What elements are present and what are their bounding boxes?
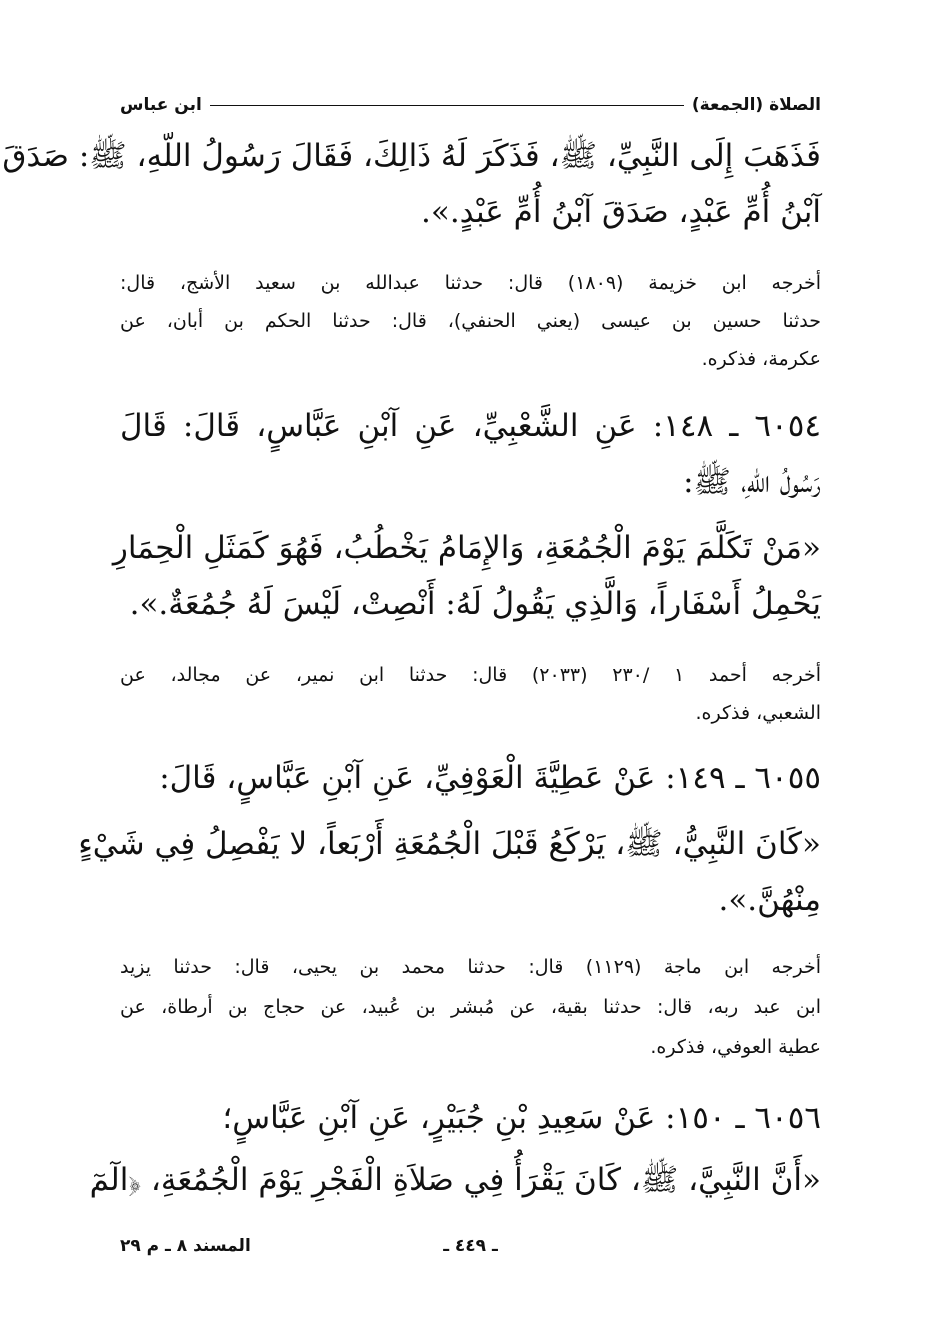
hadith-text-line: آبْنُ أُمِّ عَبْدٍ، صَدَقَ آبْنُ أُمِّ عَبْدٍ.».: [421, 194, 821, 230]
running-header: [120, 88, 821, 122]
hadith-heading-line: ٦٠٥٥ ـ ١٤٩: عَنْ عَطِيَّةَ الْعَوْفِيِّ، عَنِ آبْنِ عَبَّاسٍ، قَالَ:: [159, 760, 821, 796]
hadith-heading-line: رَسُولُ اللّهِ، ﷺ:: [683, 464, 821, 500]
volume-signature: المسند ٨ ـ م ٢٩: [120, 1236, 251, 1256]
hadith-text-line: «أَنَّ النَّبِيَّ، ﷺ، كَانَ يَقْرَأُ فِي صَلاَةِ الْفَجْرِ يَوْمَ الْجُمُعَةِ، ﴿الٓمٓ: [89, 1162, 821, 1198]
takhrij-line: حدثنا حسين بن عيسى (يعني الحنفي)، قال: حدثنا الحكم بن أبان، عن: [120, 310, 821, 332]
takhrij-line: عطية العوفي، فذكره.: [650, 1036, 821, 1058]
header-companion-name: ابن عباس: [120, 95, 202, 115]
takhrij-line: أخرجه أحمد ١ /٢٣٠ (٢٠٣٣) قال: حدثنا ابن نمير، عن مجالد، عن: [120, 664, 822, 686]
hadith-heading-line: ٦٠٥٦ ـ ١٥٠: عَنْ سَعِيدِ بْنِ جُبَيْرٍ، عَنِ آبْنِ عَبَّاسٍ؛: [222, 1100, 821, 1136]
takhrij-line: أخرجه ابن ماجة (١١٢٩) قال: حدثنا محمد بن يحيى، قال: حدثنا يزيد: [120, 956, 821, 978]
page-number: ـ ٤٤٩ ـ: [443, 1236, 498, 1256]
takhrij-line: أخرجه ابن خزيمة (١٨٠٩) قال: حدثنا عبدالله بن سعيد الأشج، قال:: [120, 272, 821, 294]
takhrij-line: عكرمة، فذكره.: [701, 348, 821, 370]
hadith-heading-line: ٦٠٥٤ ـ ١٤٨: عَنِ الشَّعْبِيِّ، عَنِ آبْنِ عَبَّاسٍ، قَالَ: قَالَ: [120, 408, 822, 444]
header-rule: [210, 105, 684, 106]
hadith-text-line: يَحْمِلُ أَسْفَاراً، وَالَّذِي يَقُولُ لَهُ: أَنْصِتْ، لَيْسَ لَهُ جُمُعَةٌ.».: [129, 586, 821, 622]
header-section-title: الصلاة (الجمعة): [691, 95, 821, 115]
hadith-text-line: «كَانَ النَّبِيُّ، ﷺ، يَرْكَعُ قَبْلَ الْجُمُعَةِ أَرْبَعاً، لا يَفْصِلُ فِي شَيْءٍ: [78, 826, 821, 862]
takhrij-line: ابن عبد ربه، قال: حدثنا بقية، عن مُبشر بن عُبيد، عن حجاج بن أرطاة، عن: [120, 996, 821, 1018]
hadith-text-line: فَذَهَبَ إِلَى النَّبِيِّ، ﷺ، فَذَكَرَ لَهُ ذَالِكَ، فَقَالَ رَسُولُ اللّهِ، ﷺ: صَدَقَ: [2, 138, 821, 174]
hadith-text-line: «مَنْ تَكَلَّمَ يَوْمَ الْجُمُعَةِ، وَالإِمَامُ يَخْطُبُ، فَهُوَ كَمَثَلِ الْحِمَارِ: [112, 530, 821, 566]
takhrij-line: الشعبي، فذكره.: [695, 702, 821, 724]
page-footer: [120, 1236, 821, 1266]
hadith-text-line: مِنْهُنَّ.».: [718, 882, 821, 918]
